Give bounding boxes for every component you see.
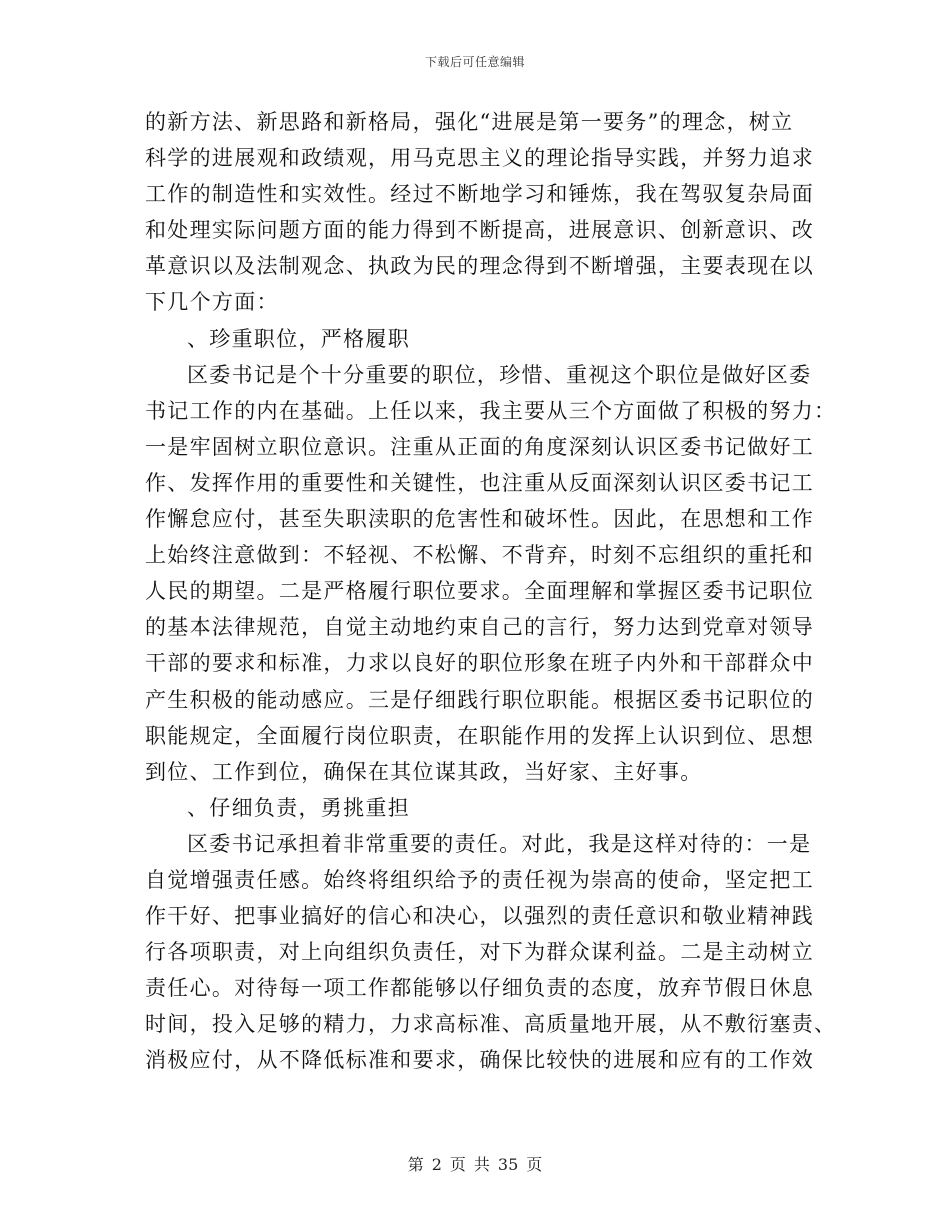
text-line: 自觉增强责任感。始终将组织给予的责任视为崇高的使命，坚定把工 [145,867,814,892]
text-line: 人民的期望。二是严格履行职位要求。全面理解和掌握区委书记职位 [145,579,814,604]
text-line: 产生积极的能动感应。三是仔细践行职位职能。根据区委书记职位的 [145,687,814,712]
current-page-number: 2 [431,1155,442,1174]
page-footer [0,1152,950,1175]
text-line: 责任心。对待每一项工作都能够以仔细负责的态度，放弃节假日休息 [145,976,814,1001]
text-line: 作干好、把事业搞好的信心和决心，以强烈的责任意识和敬业精神践 [145,904,814,929]
text-line: 区委书记是个十分重要的职位，珍惜、重视这个职位是做好区委 [187,362,812,387]
footer-label-total: 共 [473,1155,490,1174]
text-line: 工作的制造性和实效性。经过不断地学习和锤炼，我在驾驭复杂局面 [145,182,814,207]
text-line: 一是牢固树立职位意识。注重从正面的角度深刻认识区委书记做好工 [145,434,814,459]
text-line: 的新方法、新思路和新格局，强化“进展是第一要务”的理念，树立 [145,110,794,134]
text-line: 时间，投入足够的精力，力求高标准、高质量地开展，从不敷衍塞责、 [145,1012,837,1037]
text-line: 革意识以及法制观念、执政为民的理念得到不断增强，主要表现在以 [145,254,814,279]
text-line: 区委书记承担着非常重要的责任。对此，我是这样对待的：一是 [187,831,812,856]
text-line: 、珍重职位，严格履职 [187,326,410,351]
text-line: 行各项职责，对上向组织负责任，对下为群众谋利益。二是主动树立 [145,940,814,965]
text-line: 、仔细负责，勇挑重担 [187,795,410,820]
text-line: 下几个方面： [145,290,279,315]
footer-label-ye: 页 [449,1155,466,1174]
page-header: 下载后可任意编辑 [424,55,525,69]
text-line: 的基本法律规范，自觉主动地约束自己的言行，努力达到党章对领导 [145,615,814,640]
text-line: 到位、工作到位，确保在其位谋其政，当好家、主好事。 [145,759,703,784]
text-line: 作懈怠应付，甚至失职渎职的危害性和破坏性。因此，在思想和工作 [145,507,814,532]
text-line: 干部的要求和标准，力求以良好的职位形象在班子内外和干部群众中 [145,651,814,676]
footer-label-ye2: 页 [526,1155,543,1174]
text-line: 职能规定，全面履行岗位职责，在职能作用的发挥上认识到位、思想 [145,723,814,748]
text-line: 作、发挥作用的重要性和关键性，也注重从反面深刻认识区委书记工 [145,470,814,495]
text-line: 书记工作的内在基础。上任以来，我主要从三个方面做了积极的努力： [145,398,837,423]
text-line: 上始终注意做到：不轻视、不松懈、不背弃，时刻不忘组织的重托和 [145,543,814,568]
text-line: 和处理实际问题方面的能力得到不断提高，进展意识、创新意识、改 [145,218,814,243]
text-line: 消极应付，从不降低标准和要求，确保比较快的进展和应有的工作效 [145,1048,814,1073]
document-body [145,104,837,1079]
footer-label-page: 第 [407,1155,424,1174]
text-line: 科学的进展观和政绩观，用马克思主义的理论指导实践，并努力追求 [145,146,814,171]
total-pages-number: 35 [497,1155,519,1174]
